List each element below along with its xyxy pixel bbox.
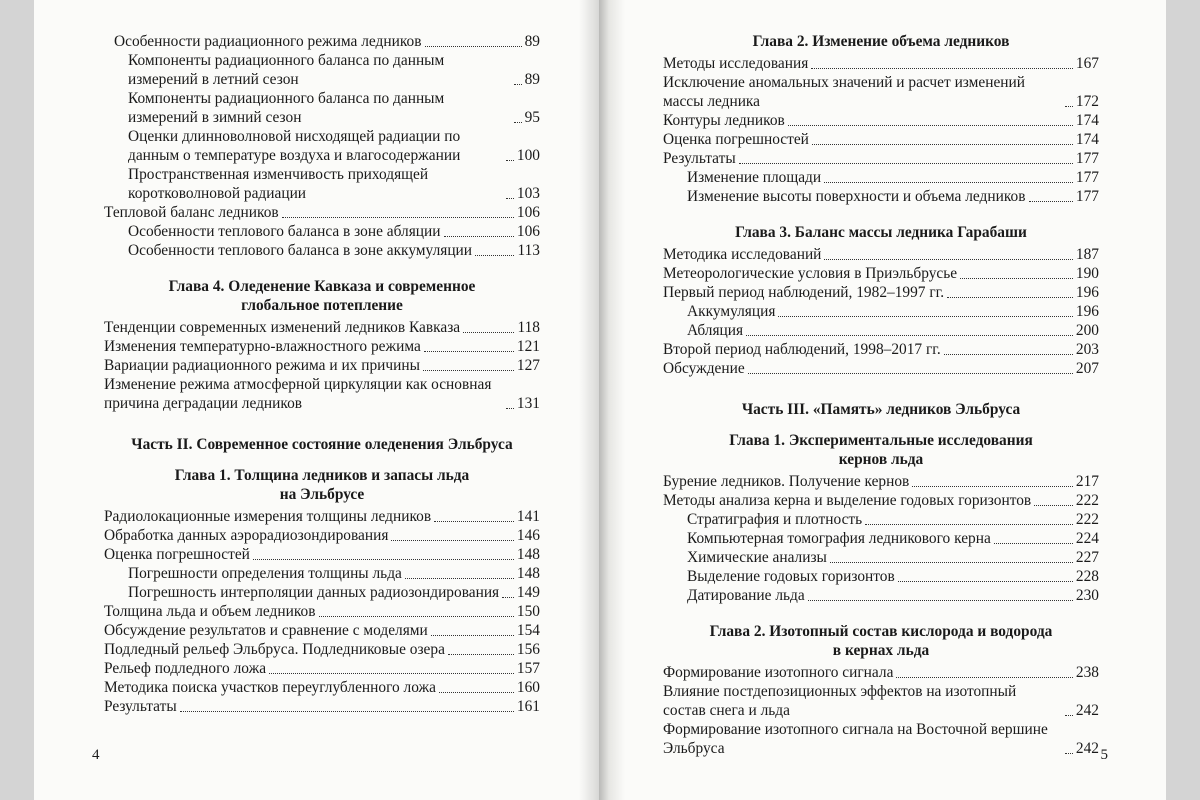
toc-entry-title: Результаты [104,698,177,715]
toc-entry-title: Особенности теплового баланса в зоне аккумуляции [128,242,473,259]
toc-page-number: 89 [524,33,540,50]
toc-page-number: 242 [1075,740,1099,757]
toc-entry [663,264,1099,283]
toc-dot-leader [896,677,1073,678]
toc-entry-title: Методы анализа керна и выделение годовых горизонтов [663,492,1032,509]
toc-dot-leader [475,255,514,256]
toc-entry [104,318,540,337]
toc-dot-leader [448,654,514,655]
heading-line: кернов льда [838,451,924,468]
heading-line: Глава 2. Изотопный состав кислорода и водорода [709,623,1053,640]
toc-page-number: 190 [1075,265,1099,282]
toc-page-number: 157 [516,660,540,677]
heading-line: в кернах льда [832,642,930,659]
toc-dot-leader [425,46,522,47]
toc-entry [663,245,1099,264]
toc-entry-title: Погрешность интерполяции данных радиозондирования [128,584,500,601]
toc-entry-title: Исключение аномальных значений и расчет изменений массы ледника [663,74,1026,110]
toc-entry [663,130,1099,149]
toc-page-number: 127 [516,357,540,374]
toc-page-number: 146 [516,527,540,544]
toc-dot-leader [824,182,1073,183]
toc-dot-leader [947,297,1073,298]
toc-page-number: 154 [516,622,540,639]
toc-entry [104,697,540,716]
toc-dot-leader [812,144,1073,145]
toc-entry [104,203,540,222]
toc-dot-leader [405,578,514,579]
toc-entry [663,149,1099,168]
toc-entry-title: Радиолокационные измерения толщины ледников [104,508,432,525]
toc-entry [663,663,1099,682]
toc-entry [663,682,1099,720]
toc-page-number: 156 [516,641,540,658]
toc-entry [663,302,1099,321]
toc-page-number: 228 [1075,568,1099,585]
heading-line: Часть II. Современное состояние оледенения Эльбруса [131,436,513,453]
toc-entry-title: Особенности радиационного режима ледников [114,33,422,50]
toc-page-number: 167 [1075,55,1099,72]
toc-page-number: 121 [516,338,540,355]
toc-entry-title: Химические анализы [687,549,827,566]
toc-dot-leader [912,486,1073,487]
toc-entry [104,602,540,621]
toc-entry [663,491,1099,510]
toc-entry-title: Стратиграфия и плотность [687,511,863,528]
toc-page-number: 207 [1075,360,1099,377]
toc-entry-title: Особенности теплового баланса в зоне абляции [128,223,441,240]
right-page-number: 5 [1100,747,1108,763]
toc-entry-title: Изменение режима атмосферной циркуляции как основная причина деградации ледников [104,376,492,412]
toc-dot-leader [463,332,514,333]
toc-page-number: 172 [1075,93,1099,110]
toc-page-number: 149 [516,584,540,601]
toc-entry-title: Изменение площади [687,169,822,186]
toc-right-column [663,32,1099,758]
toc-entry-title: Оценки длинноволновой нисходящей радиации по данным о температуре воздуха и влагосодержании [128,128,461,164]
left-page [34,0,599,800]
toc-entry [663,510,1099,529]
toc-entry [104,640,540,659]
toc-entry [104,375,540,413]
part-heading [104,435,540,454]
toc-entry-title: Компоненты радиационного баланса по данным измерений в зимний сезон [128,90,445,126]
toc-entry-title: Аккумуляция [687,303,776,320]
toc-entry [663,187,1099,206]
toc-page-number: 103 [516,185,540,202]
toc-dot-leader [748,373,1073,374]
toc-dot-leader [898,581,1073,582]
toc-page-number: 148 [516,565,540,582]
heading-line: Глава 2. Изменение объема ледников [752,33,1010,50]
chapter-heading [104,466,540,504]
toc-entry [104,51,540,89]
toc-entry [663,283,1099,302]
toc-entry [104,165,540,203]
left-page-number: 4 [92,747,100,763]
toc-entry [663,548,1099,567]
toc-entry [663,321,1099,340]
toc-entry [104,621,540,640]
chapter-heading [663,622,1099,660]
toc-dot-leader [502,597,514,598]
toc-page-number: 238 [1075,664,1099,681]
toc-entry-title: Выделение годовых горизонтов [687,568,895,585]
toc-page-number: 131 [516,395,540,412]
toc-page-number: 196 [1075,284,1099,301]
toc-entry-title: Пространственная изменчивость приходящей коротковолновой радиации [128,166,429,202]
toc-dot-leader [431,635,514,636]
heading-line: Часть III. «Память» ледников Эльбруса [741,401,1021,418]
toc-entry-title: Изменение высоты поверхности и объема ледников [687,188,1026,205]
toc-dot-leader [514,122,522,123]
toc-entry-title: Погрешности определения толщины льда [128,565,402,582]
toc-page-number: 203 [1075,341,1099,358]
toc-entry-title: Тенденции современных изменений ледников Кавказа [104,319,461,336]
toc-dot-leader [506,408,514,409]
book-spread [34,0,1166,800]
toc-entry [104,337,540,356]
toc-entry [104,526,540,545]
toc-dot-leader [960,278,1073,279]
toc-entry [104,678,540,697]
toc-left-column [104,32,540,716]
toc-page-number: 160 [516,679,540,696]
toc-entry-title: Методика поиска участков переуглубленного ложа [104,679,436,696]
chapter-heading [663,431,1099,469]
toc-page-number: 89 [524,71,540,88]
toc-page-number: 106 [516,204,540,221]
toc-entry [663,472,1099,491]
toc-entry-title: Формирование изотопного сигнала на Восточной вершине Эльбруса [663,721,1048,757]
toc-entry [104,32,540,51]
toc-page-number: 230 [1075,587,1099,604]
toc-page-number: 95 [524,109,540,126]
toc-entry [104,545,540,564]
heading-line: Глава 3. Баланс массы ледника Гарабаши [735,224,1027,241]
heading-line: глобальное потепление [241,297,403,314]
toc-dot-leader [506,160,514,161]
toc-dot-leader [830,562,1073,563]
toc-page-number: 224 [1075,530,1099,547]
toc-entry [663,73,1099,111]
toc-page-number: 100 [516,147,540,164]
toc-dot-leader [506,198,514,199]
toc-dot-leader [282,217,514,218]
toc-dot-leader [824,259,1072,260]
toc-entry-title: Формирование изотопного сигнала [663,664,894,681]
toc-page-number: 222 [1075,511,1099,528]
toc-entry [104,356,540,375]
toc-entry [663,529,1099,548]
toc-dot-leader [444,236,514,237]
toc-dot-leader [1065,715,1073,716]
toc-dot-leader [944,354,1073,355]
toc-page-number: 141 [516,508,540,525]
toc-page-number: 106 [516,223,540,240]
toc-dot-leader [439,692,514,693]
heading-line: Глава 1. Толщина ледников и запасы льда [174,467,470,484]
toc-dot-leader [253,559,514,560]
toc-dot-leader [778,316,1072,317]
toc-entry-title: Второй период наблюдений, 1998–2017 гг. [663,341,941,358]
toc-entry-title: Влияние постдепозиционных эффектов на изотопный состав снега и льда [663,683,1017,719]
right-page [599,0,1166,800]
toc-dot-leader [808,600,1073,601]
toc-page-number: 227 [1075,549,1099,566]
toc-entry-title: Контуры ледников [663,112,785,129]
toc-page-number: 217 [1075,473,1099,490]
toc-entry-title: Оценка погрешностей [104,546,250,563]
toc-entry-title: Результаты [663,150,736,167]
toc-entry-title: Абляция [687,322,744,339]
toc-entry-title: Толщина льда и объем ледников [104,603,316,620]
toc-entry-title: Датирование льда [687,587,805,604]
toc-entry [663,720,1099,758]
toc-entry-title: Методика исследований [663,246,822,263]
toc-entry-title: Методы исследования [663,55,809,72]
toc-dot-leader [180,711,514,712]
toc-dot-leader [994,543,1073,544]
toc-dot-leader [739,163,1073,164]
toc-entry-title: Вариации радиационного режима и их причины [104,357,420,374]
toc-entry [104,583,540,602]
toc-page-number: 113 [517,242,540,259]
toc-page-number: 174 [1075,131,1099,148]
toc-dot-leader [319,616,514,617]
toc-entry-title: Метеорологические условия в Приэльбрусье [663,265,958,282]
toc-entry-title: Обсуждение [663,360,745,377]
toc-dot-leader [1065,753,1073,754]
toc-dot-leader [434,521,514,522]
toc-entry [104,564,540,583]
toc-entry-title: Обработка данных аэрорадиозондирования [104,527,389,544]
toc-entry [663,340,1099,359]
toc-dot-leader [788,125,1073,126]
toc-entry-title: Рельеф подледного ложа [104,660,267,677]
toc-page-number: 187 [1075,246,1099,263]
toc-entry-title: Первый период наблюдений, 1982–1997 гг. [663,284,945,301]
toc-page-number: 242 [1075,702,1099,719]
part-heading [663,400,1099,419]
chapter-heading [663,32,1099,51]
toc-page-number: 148 [516,546,540,563]
toc-page-number: 174 [1075,112,1099,129]
toc-page-number: 118 [517,319,540,336]
toc-page-number: 177 [1075,188,1099,205]
toc-entry [104,89,540,127]
toc-dot-leader [514,84,522,85]
toc-entry [104,222,540,241]
toc-dot-leader [423,370,514,371]
toc-dot-leader [811,68,1073,69]
toc-entry-title: Подледный рельеф Эльбруса. Подледниковые озера [104,641,445,658]
toc-entry [663,359,1099,378]
heading-line: Глава 1. Экспериментальные исследования [729,432,1033,449]
toc-page-number: 200 [1075,322,1099,339]
toc-dot-leader [746,335,1073,336]
toc-dot-leader [1029,201,1073,202]
toc-entry [104,241,540,260]
toc-dot-leader [1065,106,1073,107]
toc-dot-leader [391,540,514,541]
heading-line: на Эльбрусе [279,486,365,503]
toc-entry [104,127,540,165]
toc-dot-leader [865,524,1073,525]
toc-entry-title: Оценка погрешностей [663,131,809,148]
chapter-heading [663,223,1099,242]
toc-entry [104,507,540,526]
toc-page-number: 177 [1075,150,1099,167]
toc-page-number: 161 [516,698,540,715]
toc-entry [663,168,1099,187]
toc-page-number: 196 [1075,303,1099,320]
toc-entry-title: Обсуждение результатов и сравнение с моделями [104,622,428,639]
toc-entry-title: Тепловой баланс ледников [104,204,279,221]
toc-page-number: 177 [1075,169,1099,186]
toc-dot-leader [1034,505,1073,506]
toc-entry-title: Изменения температурно-влажностного режима [104,338,421,355]
toc-entry [663,567,1099,586]
toc-dot-leader [269,673,514,674]
toc-entry-title: Компоненты радиационного баланса по данным измерений в летний сезон [128,52,445,88]
toc-page-number: 222 [1075,492,1099,509]
chapter-heading [104,277,540,315]
toc-page-number: 150 [516,603,540,620]
toc-entry [663,586,1099,605]
toc-entry [104,659,540,678]
toc-entry-title: Бурение ледников. Получение кернов [663,473,910,490]
toc-entry [663,111,1099,130]
toc-entry-title: Компьютерная томография ледникового керна [687,530,991,547]
heading-line: Глава 4. Оледенение Кавказа и современное [168,278,476,295]
toc-entry [663,54,1099,73]
toc-dot-leader [424,351,514,352]
